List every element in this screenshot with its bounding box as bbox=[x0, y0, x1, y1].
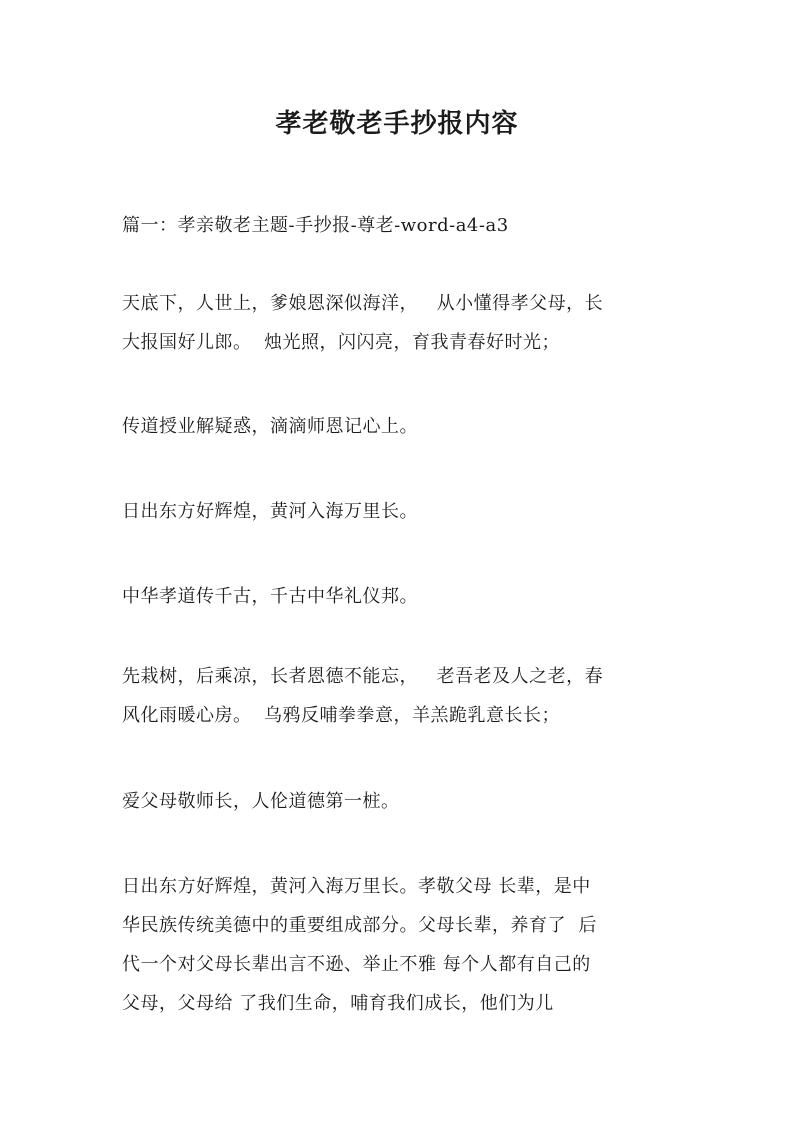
paragraph-line: 天底下，人世上，爹娘恩深似海洋， 从小懂得孝父母，长 bbox=[122, 293, 604, 314]
subtitle-line: 篇一：孝亲敬老主题-手抄报-尊老-word-a4-a3 bbox=[122, 215, 509, 236]
document-title: 孝老敬老手抄报内容 bbox=[275, 109, 519, 139]
paragraph-line: 日出东方好辉煌，黄河入海万里长。孝敬父母 长辈，是中 bbox=[122, 876, 591, 897]
paragraph-line: 传道授业解疑惑，滴滴师恩记心上。 bbox=[122, 416, 418, 437]
paragraph-line: 日出东方好辉煌，黄河入海万里长。 bbox=[122, 501, 418, 522]
paragraph-3 bbox=[122, 492, 674, 531]
paragraph-line: 代一个对父母长辈出言不逊、举止不雅 每个人都有自己的 bbox=[122, 954, 591, 975]
paragraph-6 bbox=[122, 782, 674, 821]
paragraph-line: 爱父母敬师长，人伦道德第一桩。 bbox=[122, 791, 400, 812]
paragraph-5 bbox=[122, 657, 674, 735]
paragraph-2 bbox=[122, 407, 674, 446]
paragraph-line: 中华孝道传千古，千古中华礼仪邦。 bbox=[122, 586, 418, 607]
paragraph-line: 先栽树，后乘凉，长者恩德不能忘， 老吾老及人之老，春 bbox=[122, 666, 604, 687]
paragraph-4 bbox=[122, 577, 674, 616]
paragraph-line: 大报国好儿郎。 烛光照，闪闪亮，育我青春好时光； bbox=[122, 332, 560, 353]
document-subtitle bbox=[122, 206, 674, 245]
paragraph-line: 风化雨暖心房。 乌鸦反哺拳拳意，羊羔跪乳意长长； bbox=[122, 705, 560, 726]
paragraph-line: 父母，父母给 了我们生命，哺育我们成长，他们为儿 bbox=[122, 993, 554, 1014]
paragraph-line: 华民族传统美德中的重要组成部分。父母长辈，养育了 后 bbox=[122, 915, 597, 936]
paragraph-7 bbox=[122, 867, 674, 1023]
paragraph-1 bbox=[122, 284, 674, 362]
